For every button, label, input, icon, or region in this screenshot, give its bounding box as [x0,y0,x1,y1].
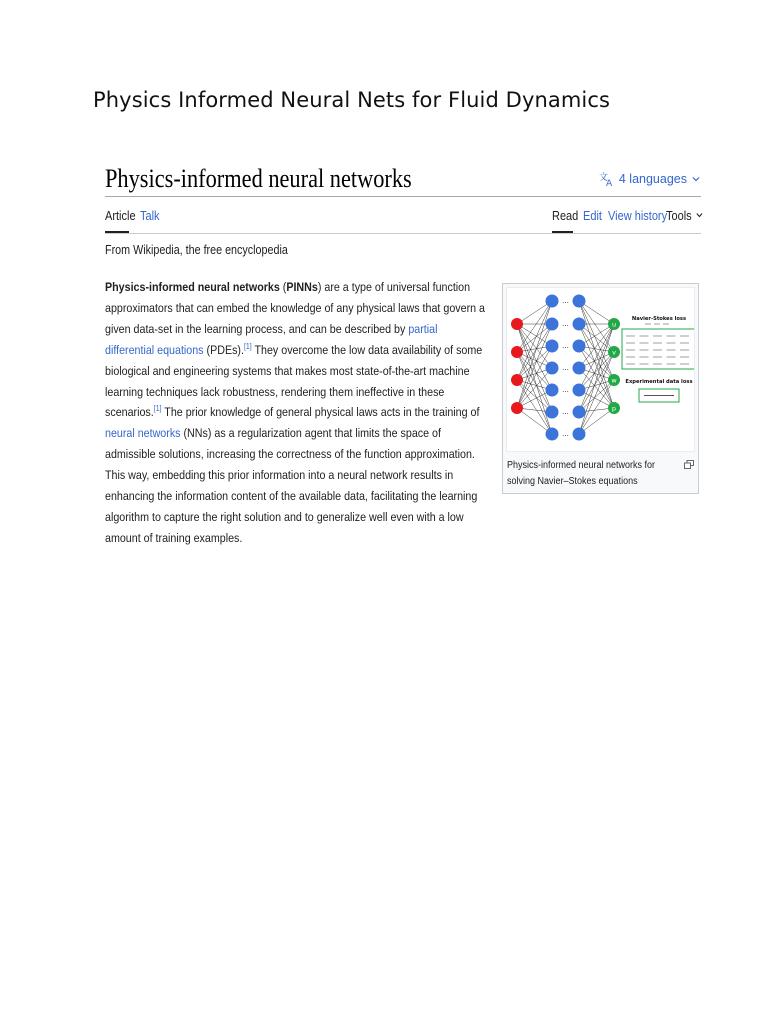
output-label: u [611,320,617,329]
translate-icon [599,171,615,187]
ns-loss-box [622,329,694,369]
pinn-diagram-image[interactable] [506,287,695,452]
lead-text: (PDEs). [203,342,244,357]
languages-button[interactable] [599,171,701,187]
enlarge-icon[interactable] [684,456,694,474]
input-node [511,374,523,386]
pinn-diagram [507,288,694,451]
lead-text: They overcome the low data availability of some biological and engineering systems that makes most state-of-the-art machine learning techniques lack robustness, rendering them ineffective in these scenarios. [105,342,483,420]
title-divider [105,196,701,197]
ellipsis-label: ... [562,297,569,305]
languages-label: 4 languages [618,172,687,186]
tab-talk[interactable]: Talk [140,209,160,223]
tools-label: Tools [666,209,692,223]
tabs-divider [105,233,701,234]
hidden-node [573,362,586,375]
chevron-down-icon [691,174,701,184]
hidden-node [573,428,586,441]
ellipsis-label: ... [562,342,569,350]
ellipsis-label: ... [562,364,569,372]
hidden-node [573,318,586,331]
exp-loss-label: Experimental data loss [625,379,693,385]
input-node [511,346,523,358]
ellipsis-label: ... [562,320,569,328]
hidden-node [573,384,586,397]
hidden-node [546,428,559,441]
wikipedia-screenshot [105,160,701,545]
hidden-node [546,295,559,308]
lead-text: ) are a type of universal function approximators that can embed the knowledge of any physical laws that govern a given data-set in the learning process, and can be described by [105,280,486,336]
input-node [511,318,523,330]
figure-caption: Physics-informed neural networks for solving Navier–Stokes equations [507,460,656,487]
lead-abbr: PINNs [286,280,318,294]
hidden-node [573,295,586,308]
tools-menu[interactable] [666,209,704,223]
output-label: v [612,348,616,357]
hidden-node [573,406,586,419]
lead-term: Physics-informed neural networks [105,280,280,294]
site-tagline: From Wikipedia, the free encyclopedia [105,243,288,257]
chevron-down-icon [695,209,704,223]
tab-article[interactable]: Article [105,209,136,223]
ns-loss-label: Navier-Stokes loss [631,316,687,322]
tab-read[interactable]: Read [552,209,579,223]
ellipsis-label: ... [562,430,569,438]
figure-thumbnail [502,283,699,494]
output-label: w [611,376,617,385]
input-node [511,402,523,414]
hidden-node [546,318,559,331]
hidden-node [573,340,586,353]
output-label: p [611,404,617,413]
loss-panel [622,316,694,402]
svg-text:文: 文 [598,173,608,183]
link-neural-networks[interactable]: neural networks [105,426,181,441]
svg-text:A: A [605,179,613,187]
tab-edit[interactable]: Edit [583,209,602,223]
network-ellipses [562,297,569,438]
hidden-node [546,406,559,419]
lead-text: The prior knowledge of general physical laws acts in the training of [161,405,480,420]
ellipsis-label: ... [562,386,569,394]
hidden-node [546,362,559,375]
lead-text: ( [279,280,287,294]
link-partial-differential-equations[interactable]: partial differential equations [105,321,438,357]
hidden-node [546,384,559,397]
ellipsis-label: ... [562,408,569,416]
lead-paragraph [105,277,490,549]
lead-text: (NNs) as a regularization agent that limits the space of admissible solutions, increasing the correctness of the function approximation. This way, embedding this prior information into a neural network results in enhancing the information content of the available data, facilitating the learning algorithm to capture the right solution and to generalize well even with a low amount of training examples. [105,426,478,545]
hidden-node [546,340,559,353]
article-title: Physics-informed neural networks [105,164,412,193]
page-title: Physics Informed Neural Nets for Fluid Dynamics [93,88,611,112]
tab-view-history[interactable]: View history [608,209,668,223]
citation-link[interactable]: [1] [153,404,162,414]
citation-link[interactable]: [1] [243,341,252,351]
